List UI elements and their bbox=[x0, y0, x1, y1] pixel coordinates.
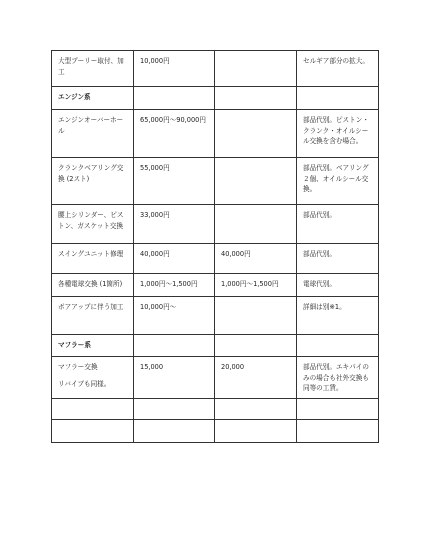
empty-cell bbox=[134, 335, 215, 357]
empty-cell bbox=[52, 420, 134, 443]
empty-cell bbox=[215, 420, 297, 443]
price-cell: 1,000円〜1,500円 bbox=[134, 274, 215, 297]
note-cell: 部品代別。ベアリング２個、オイルシール交換。 bbox=[297, 158, 379, 205]
price-cell: 1,000円〜1,500円 bbox=[215, 274, 297, 297]
table-row bbox=[52, 274, 379, 297]
note-cell: 部品代別。エキパイのみの場合も社外交換も同等の工賃。 bbox=[297, 357, 379, 399]
item-name-cell: エンジンオーバーホール bbox=[52, 110, 134, 158]
section-header: マフラー系 bbox=[52, 335, 134, 357]
price-cell bbox=[215, 297, 297, 335]
table-row bbox=[52, 244, 379, 274]
table-row bbox=[52, 51, 379, 87]
empty-cell bbox=[215, 335, 297, 357]
price-cell: 15,000 bbox=[134, 357, 215, 399]
item-name-cell bbox=[52, 357, 134, 399]
empty-cell bbox=[297, 399, 379, 420]
note-cell: 部品代別。 bbox=[297, 244, 379, 274]
item-name-cell: クランクベアリング交換 (2スト) bbox=[52, 158, 134, 205]
section-row bbox=[52, 335, 379, 357]
empty-cell bbox=[52, 399, 134, 420]
item-name-cell: 各種電球交換 (1箇所) bbox=[52, 274, 134, 297]
price-cell: 10,000円 bbox=[134, 51, 215, 87]
price-cell bbox=[215, 205, 297, 244]
section-row bbox=[52, 87, 379, 110]
table-row bbox=[52, 158, 379, 205]
price-cell: 10,000円〜 bbox=[134, 297, 215, 335]
empty-cell bbox=[134, 87, 215, 110]
empty-cell bbox=[215, 399, 297, 420]
price-cell bbox=[215, 51, 297, 87]
empty-cell bbox=[297, 87, 379, 110]
item-name: マフラー交換 bbox=[58, 363, 98, 371]
item-name-cell: スイングユニット修理 bbox=[52, 244, 134, 274]
note-cell: 部品代別。ピストン・クランク・オイルシール交換を含む場合。 bbox=[297, 110, 379, 158]
table-row bbox=[52, 297, 379, 335]
price-cell: 40,000円 bbox=[215, 244, 297, 274]
item-name-cell: 腰上シリンダー、ピストン、ガスケット交換 bbox=[52, 205, 134, 244]
item-subnote: リバイブも同様。 bbox=[58, 379, 111, 388]
table-row bbox=[52, 420, 379, 443]
price-table bbox=[51, 50, 379, 443]
price-cell bbox=[215, 158, 297, 205]
item-name-cell: ボアアップに伴う加工 bbox=[52, 297, 134, 335]
price-cell: 20,000 bbox=[215, 357, 297, 399]
table-row bbox=[52, 110, 379, 158]
table-row bbox=[52, 399, 379, 420]
note-cell: 電球代別。 bbox=[297, 274, 379, 297]
item-name-cell: 大型プーリー取付、加工 bbox=[52, 51, 134, 87]
note-cell: セルギア部分の拡大。 bbox=[297, 51, 379, 87]
section-header: エンジン系 bbox=[52, 87, 134, 110]
price-cell: 55,000円 bbox=[134, 158, 215, 205]
empty-cell bbox=[297, 335, 379, 357]
table-row bbox=[52, 357, 379, 399]
price-cell: 65,000円〜90,000円 bbox=[134, 110, 215, 158]
table-row bbox=[52, 205, 379, 244]
price-cell: 40,000円 bbox=[134, 244, 215, 274]
empty-cell bbox=[215, 87, 297, 110]
note-cell: 詳細は別※1。 bbox=[297, 297, 379, 335]
note-cell: 部品代別。 bbox=[297, 205, 379, 244]
price-cell bbox=[215, 110, 297, 158]
empty-cell bbox=[134, 420, 215, 443]
empty-cell bbox=[134, 399, 215, 420]
empty-cell bbox=[297, 420, 379, 443]
price-cell: 33,000円 bbox=[134, 205, 215, 244]
